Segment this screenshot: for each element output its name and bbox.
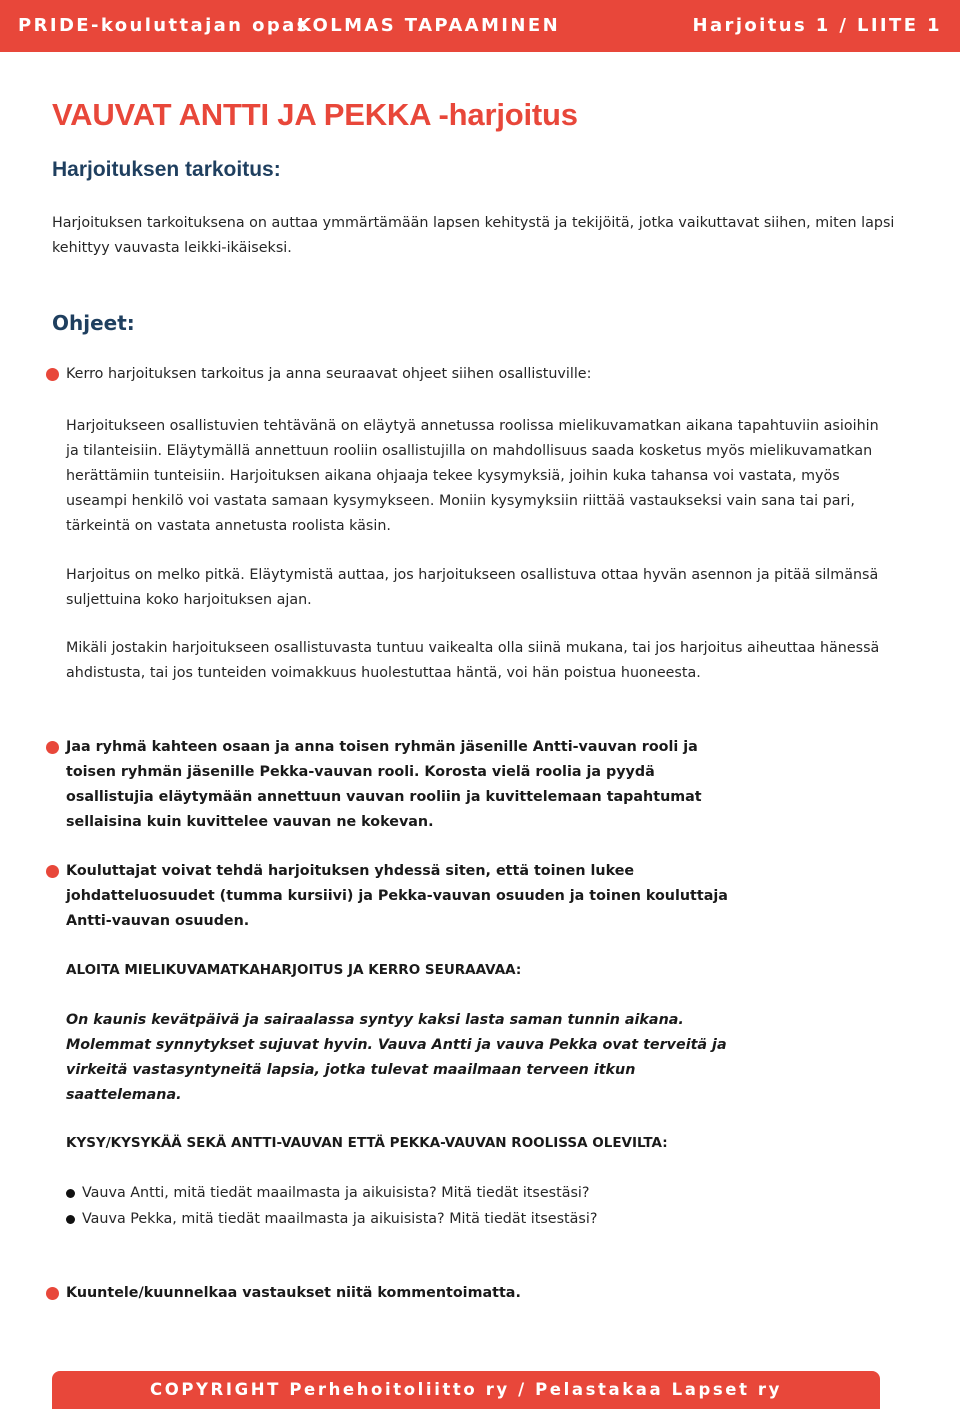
instruction-paragraph-2: Harjoitus on melko pitkä. Eläytymistä auttaa, jos harjoitukseen osallistuva ottaa hyvän asennon ja pitää silmänsä suljettuina koko harjoituksen ajan. [66, 567, 879, 608]
story-text: On kaunis kevätpäivä ja sairaalassa syntyy kaksi lasta saman tunnin aikana. Molemmat synnytykset sujuvat hyvin. Vauva Antti ja vauva Pekka ovat terveitä ja virkeitä vastasyntyneitä lapsia, jotka tulevat maailmaan terveen itkun saattelemana. [66, 1012, 727, 1103]
footer-copyright: COPYRIGHT Perhehoitoliitto ry / Pelastakaa Lapset ry [52, 1371, 880, 1409]
bullet-icon [46, 368, 59, 381]
list-bullet-icon [66, 1215, 75, 1224]
page-title: VAUVAT ANTTI JA PEKKA -harjoitus [52, 97, 578, 132]
instruction-bullet-2: Jaa ryhmä kahteen osaan ja anna toisen ryhmän jäsenille Antti-vauvan rooli ja toisen ryhmän jäsenille Pekka-vauvan rooli. Korosta vielä roolia ja pyydä osallistujia eläytymään annettuun vauvan rooliin ja kuvittelemaan tapahtumat sellaisina kuin kuvittelee vauvan ne kokevan. [66, 739, 702, 830]
header-exercise-ref: Harjoitus 1 / LIITE 1 [692, 15, 942, 36]
purpose-heading: Harjoituksen tarkoitus: [52, 158, 281, 181]
page-header [0, 0, 960, 52]
question-item: Vauva Pekka, mitä tiedät maailmasta ja aikuisista? Mitä tiedät itsestäsi? [82, 1211, 598, 1227]
header-guide-title: PRIDE-kouluttajan opas [18, 15, 310, 36]
instructions-heading: Ohjeet: [52, 311, 135, 335]
instruction-bullet-1: Kerro harjoituksen tarkoitus ja anna seuraavat ohjeet siihen osallistuville: [66, 366, 592, 382]
instruction-bullet-4: Kuuntele/kuunnelkaa vastaukset niitä kommentoimatta. [66, 1285, 521, 1301]
ask-heading: KYSY/KYSYKÄÄ SEKÄ ANTTI-VAUVAN ETTÄ PEKKA-VAUVAN ROOLISSA OLEVILTA: [66, 1135, 668, 1151]
list-bullet-icon [66, 1189, 75, 1198]
bullet-icon [46, 865, 59, 878]
bullet-icon [46, 741, 59, 754]
start-heading: ALOITA MIELIKUVAMATKAHARJOITUS JA KERRO SEURAAVAA: [66, 962, 522, 978]
purpose-text: Harjoituksen tarkoituksena on auttaa ymmärtämään lapsen kehitystä ja tekijöitä, jotka vaikuttavat siihen, miten lapsi kehittyy vauvasta leikki-ikäiseksi. [52, 215, 895, 256]
instruction-bullet-3: Kouluttajat voivat tehdä harjoituksen yhdessä siten, että toinen lukee johdatteluosuudet (tumma kursiivi) ja Pekka-vauvan osuuden ja toinen kouluttaja Antti-vauvan osuuden. [66, 863, 728, 929]
header-meeting-title: KOLMAS TAPAAMINEN [297, 15, 561, 36]
instruction-paragraph-1: Harjoitukseen osallistuvien tehtävänä on eläytyä annetussa roolissa mielikuvamatkan aikana tapahtuviin asioihin ja tilanteisiin. Eläytymällä annettuun rooliin osallistujilla on mahdollisuus saada kosketus myös mielikuvamatkan herättämiin tunteisiin. Harjoituksen aikana ohjaaja tekee kysymyksiä, joihin kuka tahansa voi vastata, myös useampi henkilö voi vastata samaan kysymykseen. Moniin kysymyksiin riittää vastaukseksi vain sana tai pari, tärkeintä on vastata annetusta roolista käsin. [66, 418, 879, 534]
question-item: Vauva Antti, mitä tiedät maailmasta ja aikuisista? Mitä tiedät itsestäsi? [82, 1185, 590, 1201]
instruction-paragraph-3: Mikäli jostakin harjoitukseen osallistuvasta tuntuu vaikealta olla siinä mukana, tai jos harjoitus aiheuttaa hänessä ahdistusta, tai jos tunteiden voimakkuus huolestuttaa häntä, voi hän poistua huoneesta. [66, 640, 880, 681]
bullet-icon [46, 1287, 59, 1300]
